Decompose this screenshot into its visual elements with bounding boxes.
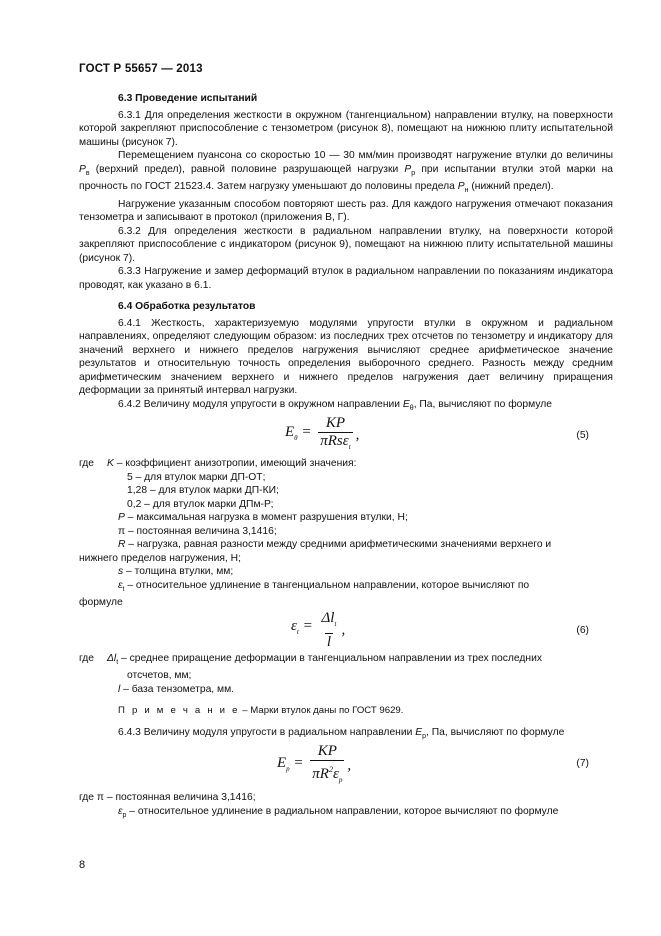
page-number: 8 (79, 859, 86, 871)
paragraph-6-4-2: 6.4.2 Величину модуля упругости в окружном направлении $E_\theta$, Па, вычисляют по формуле (118, 398, 552, 412)
legend-k: где K – коэффициент анизотропии, имеющий значения: (79, 458, 357, 470)
formula-7-expression: $E_p$ = $\frac{KP}{\pi R^2\varepsilon_p}$ , (277, 743, 351, 789)
formula-5 (79, 415, 613, 457)
legend-l: l – база тензометра, мм. (118, 683, 235, 695)
legend-epsilon-p: $\varepsilon_р$ – относительное удлинение в радиальном направлении, которое вычисляют по формуле (118, 805, 559, 819)
section-heading-6-4: 6.4 Обработка результатов (118, 301, 256, 313)
paragraph-6-4-1: 6.4.1 Жесткость, характеризуемую модулями упругости втулки в окружном и радиальном направлениях, определяют следующим образом: из последних трех отсчетов по тензометру и индикатору для значений верхнего и нижнего пределов нагружения вычисляют среднее арифметическое значение результатов и относительную точность определения выборочного среднего. Разность между средним арифметическим значением верхнего и нижнего пределов нагружения дает величину приращения деформации за принятый интервал нагрузки. (79, 317, 613, 397)
legend-k-value-1: 5 – для втулок марки ДП-ОТ; (127, 471, 266, 483)
legend-delta-l: где $\Delta l_t$ – среднее приращение деформации в тангенциальном направлении из трех последних (79, 652, 543, 666)
legend-delta-l-continuation: отсчетов, мм; (127, 670, 192, 682)
formula-7-number: (7) (576, 758, 589, 770)
paragraph-6-4-3: 6.4.3 Величину модуля упругости в радиальном направлении $E_р$, Па, вычисляют по формуле (118, 726, 565, 740)
legend-k-value-2: 1,28 – для втулок марки ДП-КИ; (127, 485, 279, 497)
paragraph-6-3-1-repeat: Нагружение указанным способом повторяют шесть раз. Для каждого нагружения отмечают показания тензометра и записывают в протокол (приложения В, Г). (79, 198, 613, 224)
note: П р и м е ч а н и е – Марки втулок даны по ГОСТ 9629. (118, 705, 404, 717)
formula-6-expression: $\varepsilon_t$ = $\frac{\Delta l_t}{l}$ , (291, 609, 346, 650)
formula-5-expression: $E_\theta$ = $\frac{KP}{\pi Rs\varepsilon_t}$ , (285, 415, 359, 456)
paragraph-6-3-3: 6.3.3 Нагружение и замер деформаций втулок в радиальном направлении по показаниям индикатора проводят, как указано в 6.1. (79, 266, 613, 291)
legend-r: R – нагрузка, равная разности между средними арифметическими значениями верхнего и (118, 539, 552, 551)
legend-s: s – толщина втулки, мм; (118, 566, 234, 578)
section-heading-6-3: 6.3 Проведение испытаний (118, 93, 258, 104)
legend-epsilon-t-continuation: формуле (79, 597, 123, 609)
formula-7 (79, 743, 613, 791)
legend-r-continuation: нижнего пределов нагружения, Н; (79, 552, 241, 564)
legend-pi-formula-7: где π – постоянная величина 3,1416; (79, 792, 256, 804)
legend-k-value-3: 0,2 – для втулок марки ДПм-Р; (127, 498, 274, 510)
paragraph-6-3-1: 6.3.1 Для определения жесткости в окружном (тангенциальном) направлении втулку, на поверхности которой закрепляют приспособление с тензометром (рисунок 8), помещают на нижнюю плиту испытательной машины (рисунок 7). (79, 109, 613, 148)
legend-epsilon-t: $\varepsilon_t$ – относительное удлинение в тангенциальном направлении, которое вычисляют по (118, 579, 530, 593)
legend-pi: π – постоянная величина 3,1416; (118, 525, 277, 537)
page-content (79, 92, 613, 822)
formula-5-number: (5) (576, 430, 589, 442)
document-header: ГОСТ Р 55657 — 2013 (79, 63, 203, 75)
paragraph-6-3-1-loading: Перемещением пуансона со скоростью 10 — 30 мм/мин производят нагружение втулки до величины $P_в$ (верхний предел), равной половине разрушающей нагрузки $P_р$ при испытании втулки этой марки на прочность по ГОСТ 21523.4. Затем нагрузку уменьшают до половины предела $P_н$ (нижний предел). (79, 150, 614, 195)
paragraph-6-3-2: 6.3.2 Для определения жесткости в радиальном направлении втулку, на поверхности которой закрепляют приспособление с индикатором (рисунок 9), помещают на нижнюю плиту испытательной машины (рисунок 7). (79, 225, 613, 264)
legend-p: P – максимальная нагрузка в момент разрушения втулки, Н; (118, 512, 408, 524)
formula-6 (79, 610, 613, 652)
formula-6-number: (6) (576, 624, 589, 636)
